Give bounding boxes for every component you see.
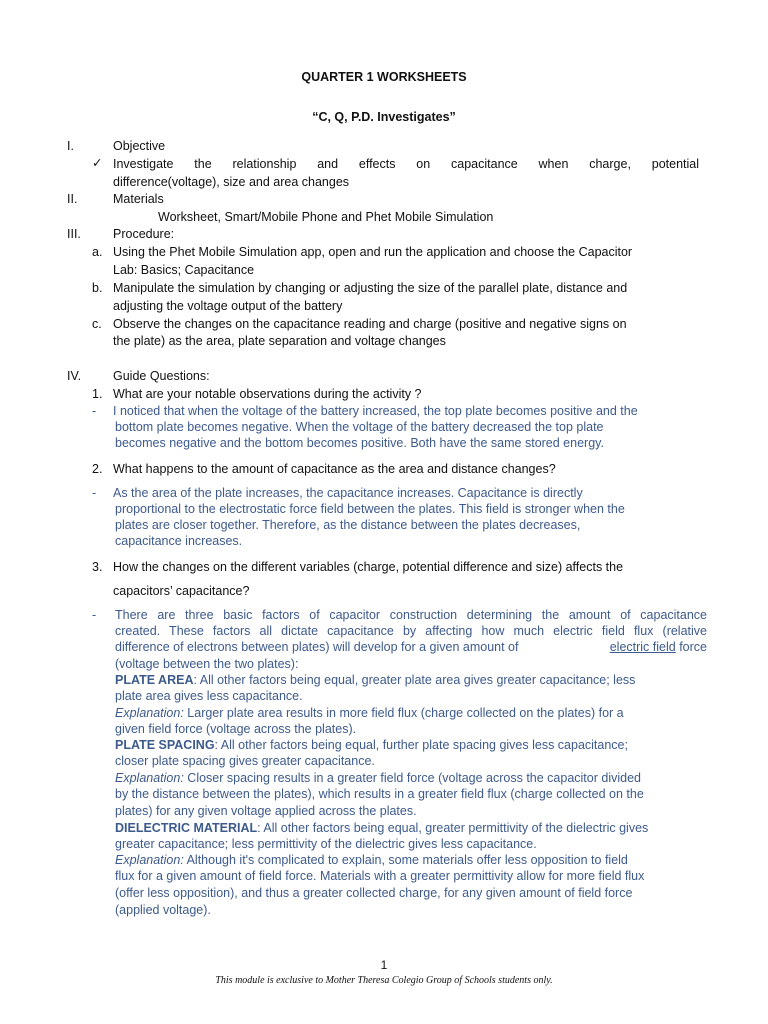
electric-field-link[interactable]: electric field <box>609 640 676 654</box>
answer-text: : All other factors being equal, greater plate area gives greater capacitance; less <box>193 673 636 687</box>
procedure-step-line: Lab: Basics; Capacitance <box>113 263 255 277</box>
explanation-line <box>115 852 628 868</box>
procedure-step-letter: b. <box>92 281 103 295</box>
answer-dash: - <box>92 486 97 500</box>
question-number: 2. <box>92 462 103 476</box>
plate-area-line <box>115 672 635 688</box>
explanation-line <box>115 770 641 786</box>
answer-line: plate area gives less capacitance. <box>115 689 303 703</box>
objective-line-2: difference(voltage), size and area changes <box>113 175 350 189</box>
section-numeral-materials: II. <box>67 192 78 206</box>
procedure-step-line: the plate) as the area, plate separation and voltage changes <box>113 334 446 348</box>
answer-line: closer plate spacing gives greater capacitance. <box>115 754 375 768</box>
answer-line: plates) for any given voltage applied across the plates. <box>115 804 417 818</box>
procedure-step-line: adjusting the voltage output of the battery <box>113 299 343 313</box>
answer-text: : All other factors being equal, further plate spacing gives less capacitance; <box>214 738 628 752</box>
section-heading-procedure: Procedure: <box>113 227 175 241</box>
worksheet-title: QUARTER 1 WORKSHEETS <box>301 70 467 84</box>
procedure-step-letter: a. <box>92 245 103 259</box>
question-number: 3. <box>92 560 103 574</box>
answer-text: force <box>679 640 707 654</box>
plate-spacing-label: PLATE SPACING <box>115 738 215 752</box>
objective-line-1: Investigate the relationship and effects on capacitance when charge, potential <box>113 157 699 171</box>
section-heading-objective: Objective <box>113 139 166 153</box>
answer-line: becomes negative and the bottom becomes positive. Both have the same stored energy. <box>115 436 604 450</box>
answer-dash: - <box>92 404 97 418</box>
explanation-label: Explanation: <box>115 771 184 785</box>
answer-line: (voltage between the two plates): <box>115 657 299 671</box>
answer-line: capacitance increases. <box>115 534 243 548</box>
answer-line: plates are closer together. Therefore, as the distance between the plates decreases, <box>115 518 581 532</box>
answer-text: difference of electrons between plates) will develop for a given amount of <box>115 640 519 654</box>
procedure-step-letter: c. <box>92 317 102 331</box>
answer-line: I noticed that when the voltage of the battery increased, the top plate becomes positive and the <box>113 404 638 418</box>
question-text: capacitors’ capacitance? <box>113 584 250 598</box>
question-text: How the changes on the different variables (charge, potential difference and size) affects the <box>113 560 624 574</box>
question-text: What are your notable observations during the activity ? <box>113 387 422 401</box>
section-numeral-objective: I. <box>67 139 74 153</box>
explanation-label: Explanation: <box>115 853 184 867</box>
footer-note: This module is exclusive to Mother Theresa Colegio Group of Schools students only. <box>215 975 553 986</box>
answer-line: As the area of the plate increases, the capacitance increases. Capacitance is directly <box>113 486 583 500</box>
answer-text: Closer spacing results in a greater field force (voltage across the capacitor divided <box>183 771 641 785</box>
answer-line: given field force (voltage across the plates). <box>115 722 357 736</box>
plate-area-label: PLATE AREA <box>115 673 194 687</box>
answer-line: There are three basic factors of capacitor construction determining the amount of capacitance <box>115 608 707 622</box>
explanation-line <box>115 705 624 721</box>
answer-line: greater capacitance; less permittivity of the dielectric gives less capacitance. <box>115 837 537 851</box>
procedure-step-line: Observe the changes on the capacitance reading and charge (positive and negative signs on <box>113 317 627 331</box>
worksheet-subtitle: “C, Q, P.D. Investigates” <box>312 110 456 124</box>
answer-text: : All other factors being equal, greater permittivity of the dielectric gives <box>257 821 649 835</box>
explanation-label: Explanation: <box>115 706 184 720</box>
question-text: What happens to the amount of capacitance as the area and distance changes? <box>113 462 556 476</box>
answer-line: proportional to the electrostatic force field between the plates. This field is stronger when the <box>115 502 625 516</box>
page-number: 1 <box>380 958 388 972</box>
dielectric-label: DIELECTRIC MATERIAL <box>115 821 258 835</box>
answer-dash: - <box>92 608 97 622</box>
answer-line: created. These factors all dictate capacitance by affecting how much electric field flux (relative <box>115 624 707 638</box>
section-heading-guide: Guide Questions: <box>113 369 210 383</box>
answer-line: bottom plate becomes negative. When the voltage of the battery decreased the top plate <box>115 420 604 434</box>
materials-text: Worksheet, Smart/Mobile Phone and Phet Mobile Simulation <box>158 210 494 224</box>
question-number: 1. <box>92 387 103 401</box>
section-heading-materials: Materials <box>113 192 164 206</box>
procedure-step-line: Manipulate the simulation by changing or adjusting the size of the parallel plate, distance and <box>113 281 628 295</box>
answer-line: by the distance between the plates), which results in a greater field flux (charge collected on the <box>115 787 644 801</box>
answer-line: (offer less opposition), and thus a greater collected charge, for any given amount of field force <box>115 886 633 900</box>
section-numeral-guide: IV. <box>67 369 82 383</box>
dielectric-line <box>115 820 648 836</box>
checkmark-icon: ✓ <box>92 156 103 170</box>
answer-line: (applied voltage). <box>115 903 211 917</box>
procedure-step-line: Using the Phet Mobile Simulation app, open and run the application and choose the Capacitor <box>113 245 633 259</box>
answer-line: flux for a given amount of field force. Materials with a greater permittivity allow for more field flux <box>115 869 645 883</box>
answer-text: Larger plate area results in more field flux (charge collected on the plates) for a <box>183 706 624 720</box>
plate-spacing-line <box>115 737 628 753</box>
section-numeral-procedure: III. <box>67 227 81 241</box>
answer-text: Although it's complicated to explain, some materials offer less opposition to field <box>183 853 628 867</box>
answer-line-with-link <box>115 639 707 655</box>
